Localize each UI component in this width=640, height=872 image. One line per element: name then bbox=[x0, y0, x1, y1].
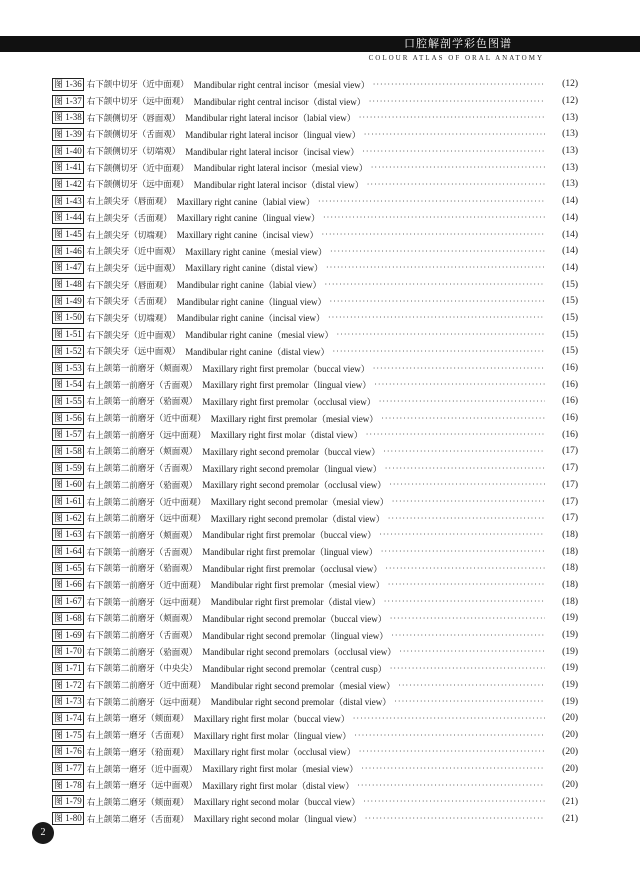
dot-leader bbox=[399, 647, 545, 656]
chinese-caption: 右上颌第二磨牙（颊面观） bbox=[86, 797, 189, 808]
chinese-caption: 右下颌侧切牙（唇面观） bbox=[86, 113, 181, 124]
page-ref: (21) bbox=[562, 796, 578, 807]
page-ref: (16) bbox=[562, 363, 578, 374]
dot-leader bbox=[373, 364, 545, 373]
toc-entry bbox=[52, 560, 578, 577]
english-caption: Mandibular right first premolar（occlusal view） bbox=[202, 563, 383, 574]
chinese-caption: 右下颌尖牙（远中面观） bbox=[86, 347, 181, 358]
figure-number: 图 1-51 bbox=[54, 329, 82, 340]
english-caption: Mandibular right second premolars（occlusal view） bbox=[202, 647, 397, 658]
figure-number: 图 1-54 bbox=[54, 379, 82, 390]
chinese-caption: 右上颌第二前磨牙（远中面观） bbox=[86, 514, 206, 525]
toc-entry bbox=[52, 610, 578, 627]
chinese-caption: 右下颌第二前磨牙（颊面观） bbox=[86, 614, 198, 625]
dot-leader bbox=[381, 547, 545, 556]
toc-entry bbox=[52, 677, 578, 694]
figure-number: 图 1-43 bbox=[54, 195, 82, 206]
english-caption: Maxillary right second premolar（occlusal view） bbox=[202, 480, 387, 491]
chinese-caption: 右上颌第一前磨牙（远中面观） bbox=[86, 430, 206, 441]
chinese-caption: 右上颌第一磨牙（近中面观） bbox=[86, 764, 198, 775]
page-ref: (13) bbox=[562, 179, 578, 190]
toc-entry bbox=[52, 93, 578, 110]
toc-entry bbox=[52, 710, 578, 727]
toc-entry bbox=[52, 176, 578, 193]
dot-leader bbox=[394, 697, 545, 706]
figure-number: 图 1-48 bbox=[54, 279, 82, 290]
figure-number: 图 1-52 bbox=[54, 345, 82, 356]
page-ref: (19) bbox=[562, 630, 578, 641]
page-ref: (15) bbox=[562, 296, 578, 307]
toc-entry bbox=[52, 643, 578, 660]
toc-entry bbox=[52, 243, 578, 260]
page-ref: (17) bbox=[562, 446, 578, 457]
figure-number: 图 1-62 bbox=[54, 512, 82, 523]
page-ref: (17) bbox=[562, 463, 578, 474]
chinese-caption: 右上颌尖牙（近中面观） bbox=[86, 247, 181, 258]
dot-leader bbox=[321, 230, 545, 239]
chinese-caption: 右上颌第二磨牙（舌面观） bbox=[86, 814, 189, 825]
chinese-caption: 右上颌尖牙（切端观） bbox=[86, 230, 172, 241]
chinese-caption: 右上颌第一磨牙（远中面观） bbox=[86, 781, 198, 792]
figure-number: 图 1-39 bbox=[54, 128, 82, 139]
page-ref: (16) bbox=[562, 413, 578, 424]
english-caption: Mandibular right first premolar（lingual view） bbox=[202, 547, 378, 558]
toc-entry bbox=[52, 510, 578, 527]
chinese-caption: 右下颌第一前磨牙（远中面观） bbox=[86, 597, 206, 608]
chinese-caption: 右上颌第一磨牙（舌面观） bbox=[86, 731, 189, 742]
english-caption: Mandibular right canine（mesial view） bbox=[185, 330, 334, 341]
page-ref: (19) bbox=[562, 663, 578, 674]
figure-number: 图 1-45 bbox=[54, 229, 82, 240]
chinese-caption: 右上颌第二前磨牙（舌面观） bbox=[86, 464, 198, 475]
toc-entry bbox=[52, 744, 578, 761]
chinese-caption: 右下颌中切牙（近中面观） bbox=[86, 80, 189, 91]
figure-number: 图 1-41 bbox=[54, 162, 82, 173]
chinese-caption: 右上颌尖牙（舌面观） bbox=[86, 213, 172, 224]
chinese-caption: 右下颌第一前磨牙（颊面观） bbox=[86, 530, 198, 541]
english-caption: Maxillary right first premolar（lingual view） bbox=[202, 380, 372, 391]
english-caption: Maxillary right first molar（buccal view） bbox=[193, 713, 350, 724]
english-caption: Maxillary right first premolar（mesial view） bbox=[210, 413, 379, 424]
toc-entry bbox=[52, 477, 578, 494]
dot-leader bbox=[328, 313, 545, 322]
english-caption: Mandibular right second premolar（distal view） bbox=[210, 697, 392, 708]
page-ref: (20) bbox=[562, 746, 578, 757]
chinese-caption: 右上颌第二前磨牙（颊面观） bbox=[86, 447, 198, 458]
chinese-caption: 右下颌侧切牙（近中面观） bbox=[86, 163, 189, 174]
dot-leader bbox=[318, 197, 545, 206]
figure-number: 图 1-46 bbox=[54, 245, 82, 256]
dot-leader bbox=[385, 564, 545, 573]
toc-entry bbox=[52, 326, 578, 343]
figure-number: 图 1-53 bbox=[54, 362, 82, 373]
toc-entry bbox=[52, 527, 578, 544]
dot-leader bbox=[365, 814, 545, 823]
english-caption: Maxillary right first premolar（occlusal view） bbox=[202, 396, 376, 407]
english-caption: Mandibular right first premolar（buccal view） bbox=[202, 530, 377, 541]
page-ref: (20) bbox=[562, 780, 578, 791]
english-caption: Mandibular right lateral incisor（mesial view） bbox=[193, 163, 368, 174]
toc-entry bbox=[52, 660, 578, 677]
english-caption: Maxillary right first molar（occlusal view） bbox=[193, 747, 356, 758]
dot-leader bbox=[381, 414, 545, 423]
dot-leader bbox=[373, 80, 545, 89]
page-ref: (18) bbox=[562, 529, 578, 540]
toc-entry bbox=[52, 727, 578, 744]
page-ref: (13) bbox=[562, 112, 578, 123]
figure-number: 图 1-71 bbox=[54, 662, 82, 673]
page-ref: (14) bbox=[562, 212, 578, 223]
page-ref: (18) bbox=[562, 546, 578, 557]
dot-leader bbox=[359, 747, 545, 756]
english-caption: Maxillary right second molar（lingual view） bbox=[193, 814, 362, 825]
toc-entry bbox=[52, 343, 578, 360]
toc-entry bbox=[52, 810, 578, 827]
figure-number: 图 1-44 bbox=[54, 212, 82, 223]
header-bar bbox=[0, 36, 640, 52]
page-ref: (19) bbox=[562, 680, 578, 691]
toc-entry bbox=[52, 777, 578, 794]
english-caption: Maxillary right canine（lingual view） bbox=[176, 213, 320, 224]
chinese-caption: 右上颌第一前磨牙（颊面观） bbox=[86, 364, 198, 375]
figure-number: 图 1-68 bbox=[54, 612, 82, 623]
figure-number: 图 1-79 bbox=[54, 796, 82, 807]
book-title: 口腔解剖学彩色图谱 bbox=[404, 37, 512, 50]
page-ref: (20) bbox=[562, 763, 578, 774]
figure-number: 图 1-61 bbox=[54, 496, 82, 507]
english-caption: Mandibular right second premolar（mesial view） bbox=[210, 680, 396, 691]
page-ref: (19) bbox=[562, 696, 578, 707]
english-caption: Maxillary right canine（distal view） bbox=[185, 263, 323, 274]
english-caption: Mandibular right second premolar（lingual view） bbox=[202, 630, 389, 641]
figure-number: 图 1-50 bbox=[54, 312, 82, 323]
english-caption: Mandibular right canine（labial view） bbox=[176, 280, 322, 291]
toc-entry bbox=[52, 794, 578, 811]
toc-entry bbox=[52, 693, 578, 710]
english-caption: Maxillary right second molar（buccal view） bbox=[193, 797, 361, 808]
chinese-caption: 右上颌第二前磨牙（近中面观） bbox=[86, 497, 206, 508]
dot-leader bbox=[326, 263, 545, 272]
chinese-caption: 右下颌侧切牙（远中面观） bbox=[86, 180, 189, 191]
page-ref: (13) bbox=[562, 162, 578, 173]
page-ref: (16) bbox=[562, 429, 578, 440]
page-ref: (15) bbox=[562, 346, 578, 357]
english-caption: Mandibular right lateral incisor（incisal view） bbox=[185, 146, 360, 157]
english-caption: Maxillary right canine（labial view） bbox=[176, 196, 315, 207]
english-caption: Maxillary right first molar（distal view） bbox=[202, 780, 355, 791]
page-ref: (15) bbox=[562, 279, 578, 290]
figure-number: 图 1-57 bbox=[54, 429, 82, 440]
page-ref: (17) bbox=[562, 513, 578, 524]
dot-leader bbox=[363, 797, 545, 806]
toc-entry bbox=[52, 276, 578, 293]
chinese-caption: 右下颌第二前磨牙（远中面观） bbox=[86, 697, 206, 708]
dot-leader bbox=[388, 514, 545, 523]
chinese-caption: 右上颌第一前磨牙（𬌗面观） bbox=[86, 397, 198, 408]
page-ref: (19) bbox=[562, 613, 578, 624]
chinese-caption: 右下颌第二前磨牙（舌面观） bbox=[86, 631, 198, 642]
figure-number: 图 1-77 bbox=[54, 763, 82, 774]
english-caption: Maxillary right canine（mesial view） bbox=[185, 246, 327, 257]
book-subtitle: COLOUR ATLAS OF ORAL ANATOMY bbox=[368, 54, 544, 62]
dot-leader bbox=[385, 464, 545, 473]
dot-leader bbox=[354, 731, 545, 740]
chinese-caption: 右下颌中切牙（远中面观） bbox=[86, 97, 189, 108]
dot-leader bbox=[332, 347, 545, 356]
dot-leader bbox=[383, 447, 545, 456]
dot-leader bbox=[362, 147, 545, 156]
english-caption: Maxillary right second premolar（mesial view） bbox=[210, 497, 389, 508]
english-caption: Maxillary right second premolar（distal view） bbox=[210, 513, 385, 524]
dot-leader bbox=[336, 330, 545, 339]
figure-number: 图 1-58 bbox=[54, 445, 82, 456]
english-caption: Mandibular right first premolar（mesial view） bbox=[210, 580, 385, 591]
figure-number: 图 1-72 bbox=[54, 679, 82, 690]
toc-entry bbox=[52, 226, 578, 243]
page-ref: (17) bbox=[562, 479, 578, 490]
page-ref: (18) bbox=[562, 563, 578, 574]
chinese-caption: 右上颌第二前磨牙（𬌗面观） bbox=[86, 480, 198, 491]
chinese-caption: 右下颌尖牙（切端观） bbox=[86, 313, 172, 324]
figure-number: 图 1-73 bbox=[54, 696, 82, 707]
dot-leader bbox=[384, 597, 545, 606]
english-caption: Mandibular right canine（incisal view） bbox=[176, 313, 325, 324]
english-caption: Mandibular right central incisor（mesial view） bbox=[193, 79, 370, 90]
dot-leader bbox=[390, 664, 545, 673]
dot-leader bbox=[359, 113, 545, 122]
english-caption: Maxillary right second premolar（lingual view） bbox=[202, 463, 382, 474]
table-of-contents bbox=[52, 76, 578, 827]
figure-number: 图 1-74 bbox=[54, 712, 82, 723]
chinese-caption: 右上颌第一前磨牙（近中面观） bbox=[86, 414, 206, 425]
chinese-caption: 右下颌尖牙（唇面观） bbox=[86, 280, 172, 291]
toc-entry bbox=[52, 443, 578, 460]
figure-number: 图 1-65 bbox=[54, 562, 82, 573]
page-ref: (14) bbox=[562, 262, 578, 273]
dot-leader bbox=[374, 380, 545, 389]
toc-entry bbox=[52, 76, 578, 93]
dot-leader bbox=[329, 297, 545, 306]
toc-entry bbox=[52, 493, 578, 510]
figure-number: 图 1-80 bbox=[54, 813, 82, 824]
toc-entry bbox=[52, 410, 578, 427]
figure-number: 图 1-42 bbox=[54, 178, 82, 189]
dot-leader bbox=[323, 213, 545, 222]
toc-entry bbox=[52, 627, 578, 644]
page-ref: (15) bbox=[562, 312, 578, 323]
toc-entry bbox=[52, 577, 578, 594]
page-ref: (14) bbox=[562, 196, 578, 207]
dot-leader bbox=[392, 497, 545, 506]
chinese-caption: 右上颌尖牙（远中面观） bbox=[86, 263, 181, 274]
dot-leader bbox=[391, 631, 545, 640]
dot-leader bbox=[371, 163, 545, 172]
dot-leader bbox=[367, 180, 545, 189]
toc-entry bbox=[52, 260, 578, 277]
page-ref: (16) bbox=[562, 396, 578, 407]
toc-entry bbox=[52, 393, 578, 410]
figure-number: 图 1-56 bbox=[54, 412, 82, 423]
toc-entry bbox=[52, 426, 578, 443]
dot-leader bbox=[361, 764, 545, 773]
figure-number: 图 1-70 bbox=[54, 646, 82, 657]
dot-leader bbox=[357, 781, 545, 790]
toc-entry bbox=[52, 760, 578, 777]
chinese-caption: 右上颌第一前磨牙（舌面观） bbox=[86, 380, 198, 391]
dot-leader bbox=[330, 247, 545, 256]
page-ref: (13) bbox=[562, 146, 578, 157]
figure-number: 图 1-38 bbox=[54, 112, 82, 123]
toc-entry bbox=[52, 593, 578, 610]
toc-entry bbox=[52, 376, 578, 393]
chinese-caption: 右上颌第一磨牙（𬌗面观） bbox=[86, 747, 189, 758]
dot-leader bbox=[389, 480, 545, 489]
toc-entry bbox=[52, 159, 578, 176]
dot-leader bbox=[379, 530, 545, 539]
figure-number: 图 1-69 bbox=[54, 629, 82, 640]
dot-leader bbox=[388, 580, 545, 589]
english-caption: Maxillary right second premolar（buccal view） bbox=[202, 446, 381, 457]
page-ref: (15) bbox=[562, 329, 578, 340]
chinese-caption: 右下颌尖牙（舌面观） bbox=[86, 297, 172, 308]
english-caption: Mandibular right lateral incisor（lingual view） bbox=[185, 129, 361, 140]
figure-number: 图 1-76 bbox=[54, 746, 82, 757]
page-ref: (20) bbox=[562, 713, 578, 724]
toc-entry bbox=[52, 543, 578, 560]
dot-leader bbox=[398, 681, 545, 690]
chinese-caption: 右下颌第二前磨牙（中央尖） bbox=[86, 664, 198, 675]
figure-number: 图 1-49 bbox=[54, 295, 82, 306]
chinese-caption: 右下颌侧切牙（切端观） bbox=[86, 147, 181, 158]
page-ref: (16) bbox=[562, 379, 578, 390]
english-caption: Mandibular right canine（lingual view） bbox=[176, 296, 327, 307]
page-ref: (13) bbox=[562, 129, 578, 140]
english-caption: Mandibular right second premolar（central cusp） bbox=[202, 663, 387, 674]
page-ref: (20) bbox=[562, 730, 578, 741]
english-caption: Maxillary right canine（incisal view） bbox=[176, 230, 319, 241]
toc-entry bbox=[52, 126, 578, 143]
page-ref: (12) bbox=[562, 79, 578, 90]
page-ref: (18) bbox=[562, 596, 578, 607]
toc-entry bbox=[52, 310, 578, 327]
figure-number: 图 1-59 bbox=[54, 462, 82, 473]
page-number: 2 bbox=[32, 822, 54, 844]
page-ref: (18) bbox=[562, 579, 578, 590]
figure-number: 图 1-63 bbox=[54, 529, 82, 540]
chinese-caption: 右上颌尖牙（唇面观） bbox=[86, 197, 172, 208]
figure-number: 图 1-40 bbox=[54, 145, 82, 156]
chinese-caption: 右下颌第一前磨牙（𬌗面观） bbox=[86, 564, 198, 575]
figure-number: 图 1-67 bbox=[54, 596, 82, 607]
chinese-caption: 右下颌侧切牙（舌面观） bbox=[86, 130, 181, 141]
toc-entry bbox=[52, 360, 578, 377]
figure-number: 图 1-64 bbox=[54, 546, 82, 557]
page-ref: (12) bbox=[562, 96, 578, 107]
page-ref: (19) bbox=[562, 646, 578, 657]
english-caption: Mandibular right first premolar（distal view） bbox=[210, 597, 381, 608]
toc-entry bbox=[52, 143, 578, 160]
chinese-caption: 右下颌第一前磨牙（近中面观） bbox=[86, 580, 206, 591]
figure-number: 图 1-60 bbox=[54, 479, 82, 490]
toc-entry bbox=[52, 460, 578, 477]
dot-leader bbox=[364, 130, 545, 139]
figure-number: 图 1-36 bbox=[54, 78, 82, 89]
toc-entry bbox=[52, 210, 578, 227]
english-caption: Mandibular right central incisor（distal view） bbox=[193, 96, 366, 107]
figure-number: 图 1-66 bbox=[54, 579, 82, 590]
dot-leader bbox=[353, 714, 545, 723]
chinese-caption: 右下颌尖牙（近中面观） bbox=[86, 330, 181, 341]
page-ref: (21) bbox=[562, 813, 578, 824]
figure-number: 图 1-75 bbox=[54, 729, 82, 740]
dot-leader bbox=[324, 280, 545, 289]
english-caption: Maxillary right first molar（distal view） bbox=[210, 430, 363, 441]
page-ref: (14) bbox=[562, 246, 578, 257]
page-ref: (14) bbox=[562, 229, 578, 240]
english-caption: Mandibular right second premolar（buccal view） bbox=[202, 613, 387, 624]
figure-number: 图 1-55 bbox=[54, 395, 82, 406]
toc-entry bbox=[52, 293, 578, 310]
english-caption: Mandibular right canine（distal view） bbox=[185, 346, 330, 357]
page-ref: (17) bbox=[562, 496, 578, 507]
dot-leader bbox=[369, 97, 545, 106]
english-caption: Mandibular right lateral incisor（distal view） bbox=[193, 179, 364, 190]
dot-leader bbox=[366, 430, 545, 439]
chinese-caption: 右下颌第一前磨牙（舌面观） bbox=[86, 547, 198, 558]
dot-leader bbox=[390, 614, 545, 623]
toc-entry bbox=[52, 193, 578, 210]
chinese-caption: 右上颌第一磨牙（颊面观） bbox=[86, 714, 189, 725]
toc-entry bbox=[52, 109, 578, 126]
chinese-caption: 右下颌第二前磨牙（𬌗面观） bbox=[86, 647, 198, 658]
figure-number: 图 1-37 bbox=[54, 95, 82, 106]
figure-number: 图 1-78 bbox=[54, 779, 82, 790]
chinese-caption: 右下颌第二前磨牙（近中面观） bbox=[86, 681, 206, 692]
english-caption: Maxillary right first molar（mesial view） bbox=[202, 764, 359, 775]
english-caption: Maxillary right first premolar（buccal view） bbox=[202, 363, 370, 374]
english-caption: Maxillary right first molar（lingual view） bbox=[193, 730, 352, 741]
dot-leader bbox=[379, 397, 545, 406]
figure-number: 图 1-47 bbox=[54, 262, 82, 273]
english-caption: Mandibular right lateral incisor（labial view） bbox=[185, 113, 356, 124]
